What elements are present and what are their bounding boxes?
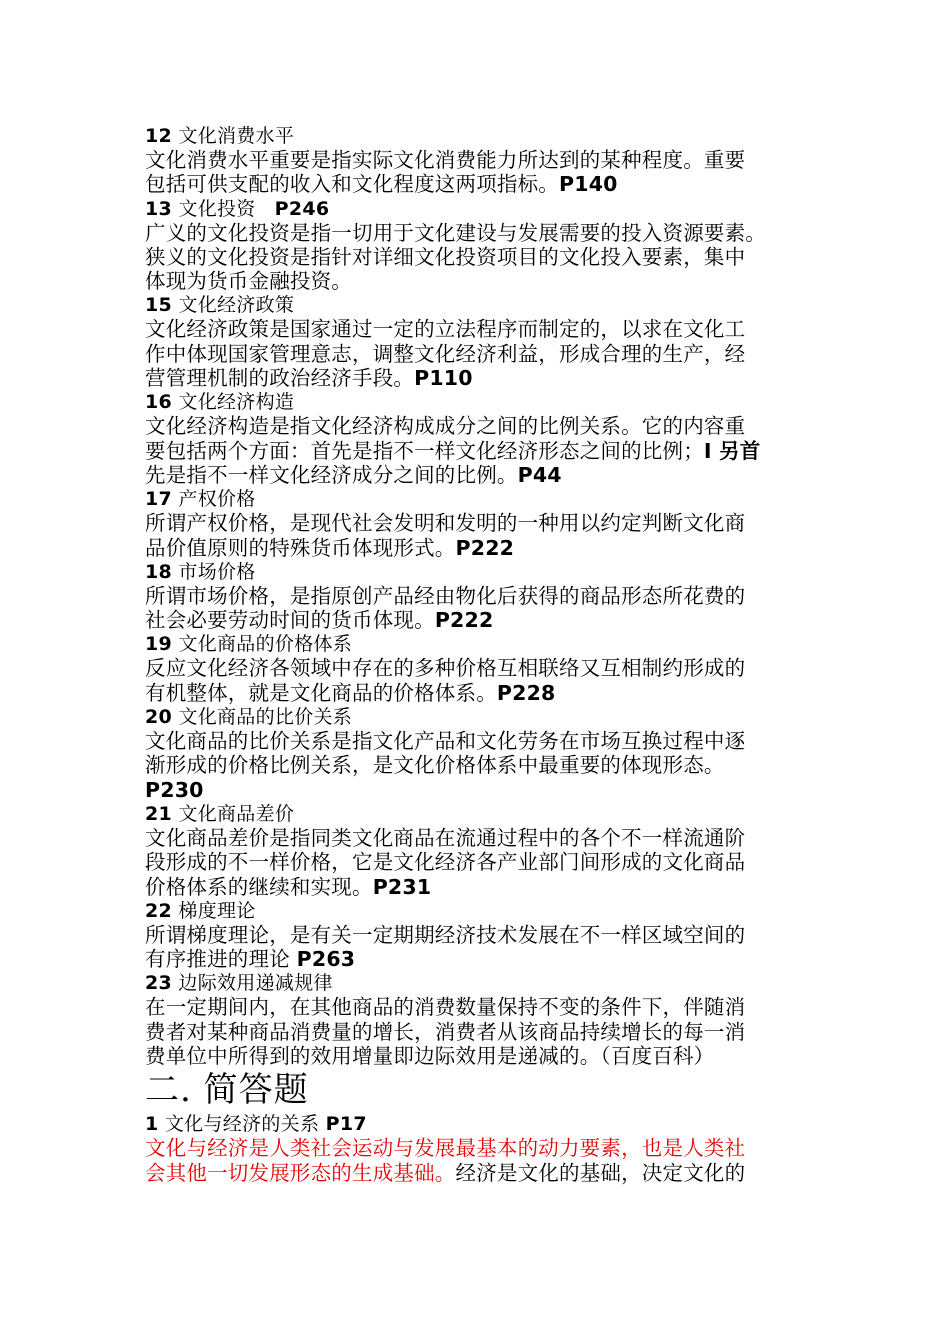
body-line: 营管理机制的政治经济手段。P110 xyxy=(145,366,473,391)
term-body xyxy=(145,414,817,487)
body-line: 包括可供支配的收入和文化程度这两项指标。P140 xyxy=(145,172,618,197)
term-title: 20 文化商品的比价关系 xyxy=(145,706,353,729)
section-heading: 二. 简答题 xyxy=(145,1070,309,1111)
body-line: 会其他一切发展形态的生成基础。经济是文化的基础，决定文化的 xyxy=(145,1160,746,1185)
body-line: 在一定期间内，在其他商品的消费数量保持不变的条件下，伴随消 xyxy=(145,995,746,1020)
term-title: 23 边际效用递减规律 xyxy=(145,972,333,995)
body-line: 所谓市场价格，是指原创产品经由物化后获得的商品形态所花费的 xyxy=(145,583,746,608)
term-12 xyxy=(145,124,817,197)
body-line xyxy=(145,778,817,802)
body-line: 文化经济构造是指文化经济构成成分之间的比例关系。它的内容重 xyxy=(145,414,746,439)
body-line: 价格体系的继续和实现。P231 xyxy=(145,874,432,899)
term-body xyxy=(145,656,817,705)
body-line: 文化商品的比价关系是指文化产品和文化劳务在市场互换过程中逐 xyxy=(145,729,746,754)
term-20 xyxy=(145,705,817,802)
highlighted-line: 文化与经济是人类社会运动与发展最基本的动力要素，也是人类社 xyxy=(145,1136,746,1161)
body-line: 体现为货币金融投资。 xyxy=(145,269,352,294)
page-ref: P228 xyxy=(496,680,556,705)
body-line: 所谓梯度理论，是有关一定期期经济技术发展在不一样区域空间的 xyxy=(145,922,746,947)
body-line: 品价值原则的特殊货币体现形式。P222 xyxy=(145,535,515,560)
term-18 xyxy=(145,560,817,633)
body-line: 文化消费水平重要是指实际文化消费能力所达到的某种程度。重要 xyxy=(145,148,746,172)
term-title: 12 文化消费水平 xyxy=(145,125,295,147)
page-ref: P222 xyxy=(455,535,515,560)
term-21 xyxy=(145,802,817,899)
body-line: 费者对某种商品消费量的增长，消费者从该商品持续增长的每一消 xyxy=(145,1019,746,1044)
term-body xyxy=(145,995,817,1068)
short-answer-1 xyxy=(145,1112,817,1185)
body-line: 狭义的文化投资是指针对详细文化投资项目的文化投入要素，集中 xyxy=(145,244,746,269)
body-line: 有序推进的理论 P263 xyxy=(145,947,356,972)
page-ref: P230 xyxy=(145,777,204,802)
term-15 xyxy=(145,293,817,390)
body-line: 费单位中所得到的效用增量即边际效用是递减的。（百度百科） xyxy=(145,1044,715,1069)
body-line: 段形成的不一样价格，它是文化经济各产业部门间形成的文化商品 xyxy=(145,850,746,875)
term-body xyxy=(145,729,817,802)
highlighted-text: 会其他一切发展形态的生成基础。 xyxy=(145,1160,456,1185)
body-line: 广义的文化投资是指一切用于文化建设与发展需要的投入资源要素。 xyxy=(145,220,766,245)
page-ref: P140 xyxy=(559,172,618,197)
page-ref: P110 xyxy=(414,366,473,391)
body-line: 反应文化经济各领域中存在的多种价格互相联络又互相制约形成的 xyxy=(145,656,746,681)
body-line: 作中体现国家管理意志，调整文化经济利益，形成合理的生产，经 xyxy=(145,341,746,366)
term-23 xyxy=(145,971,817,1068)
page-ref: P246 xyxy=(274,197,330,220)
term-body xyxy=(145,221,817,294)
body-line: 要包括两个方面：首先是指不一样文化经济形态之间的比例；I 另首 xyxy=(145,438,761,463)
body-line: 社会必要劳动时间的货币体现。P222 xyxy=(145,608,494,633)
term-19 xyxy=(145,632,817,705)
page-ref: P17 xyxy=(325,1113,367,1136)
term-body xyxy=(145,148,817,197)
question-title: 1 文化与经济的关系 P17 xyxy=(145,1113,367,1136)
page-ref: P44 xyxy=(517,462,562,487)
body-line: 渐形成的价格比例关系，是文化价格体系中最重要的体现形态。 xyxy=(145,753,725,778)
term-13 xyxy=(145,197,817,294)
body-line: 所谓产权价格，是现代社会发明和发明的一种用以约定判断文化商 xyxy=(145,511,746,536)
term-title: 17 产权价格 xyxy=(145,488,256,511)
page-ref: P231 xyxy=(372,874,432,899)
body-line: 先是指不一样文化经济成分之间的比例。P44 xyxy=(145,462,562,487)
term-22 xyxy=(145,899,817,972)
term-title: 21 文化商品差价 xyxy=(145,802,295,825)
term-body xyxy=(145,511,817,560)
term-title: 16 文化经济构造 xyxy=(145,391,295,414)
term-title: 18 市场价格 xyxy=(145,560,256,583)
term-title: 22 梯度理论 xyxy=(145,899,256,922)
body-line: 文化商品差价是指同类文化商品在流通过程中的各个不一样流通阶 xyxy=(145,825,746,850)
term-title: 19 文化商品的价格体系 xyxy=(145,633,353,656)
term-body xyxy=(145,317,817,390)
term-title: 13 文化投资 P246 xyxy=(145,197,330,220)
body-line: 文化经济政策是国家通过一定的立法程序而制定的，以求在文化工 xyxy=(145,317,746,342)
term-body xyxy=(145,923,817,972)
page-ref: P263 xyxy=(296,947,356,972)
term-body xyxy=(145,584,817,633)
term-17 xyxy=(145,487,817,560)
term-body xyxy=(145,826,817,899)
document-page xyxy=(145,124,817,1185)
answer-body xyxy=(145,1136,817,1185)
page-ref: P222 xyxy=(434,608,494,633)
body-line: 有机整体，就是文化商品的价格体系。P228 xyxy=(145,680,556,705)
term-16 xyxy=(145,390,817,487)
term-title: 15 文化经济政策 xyxy=(145,294,295,317)
